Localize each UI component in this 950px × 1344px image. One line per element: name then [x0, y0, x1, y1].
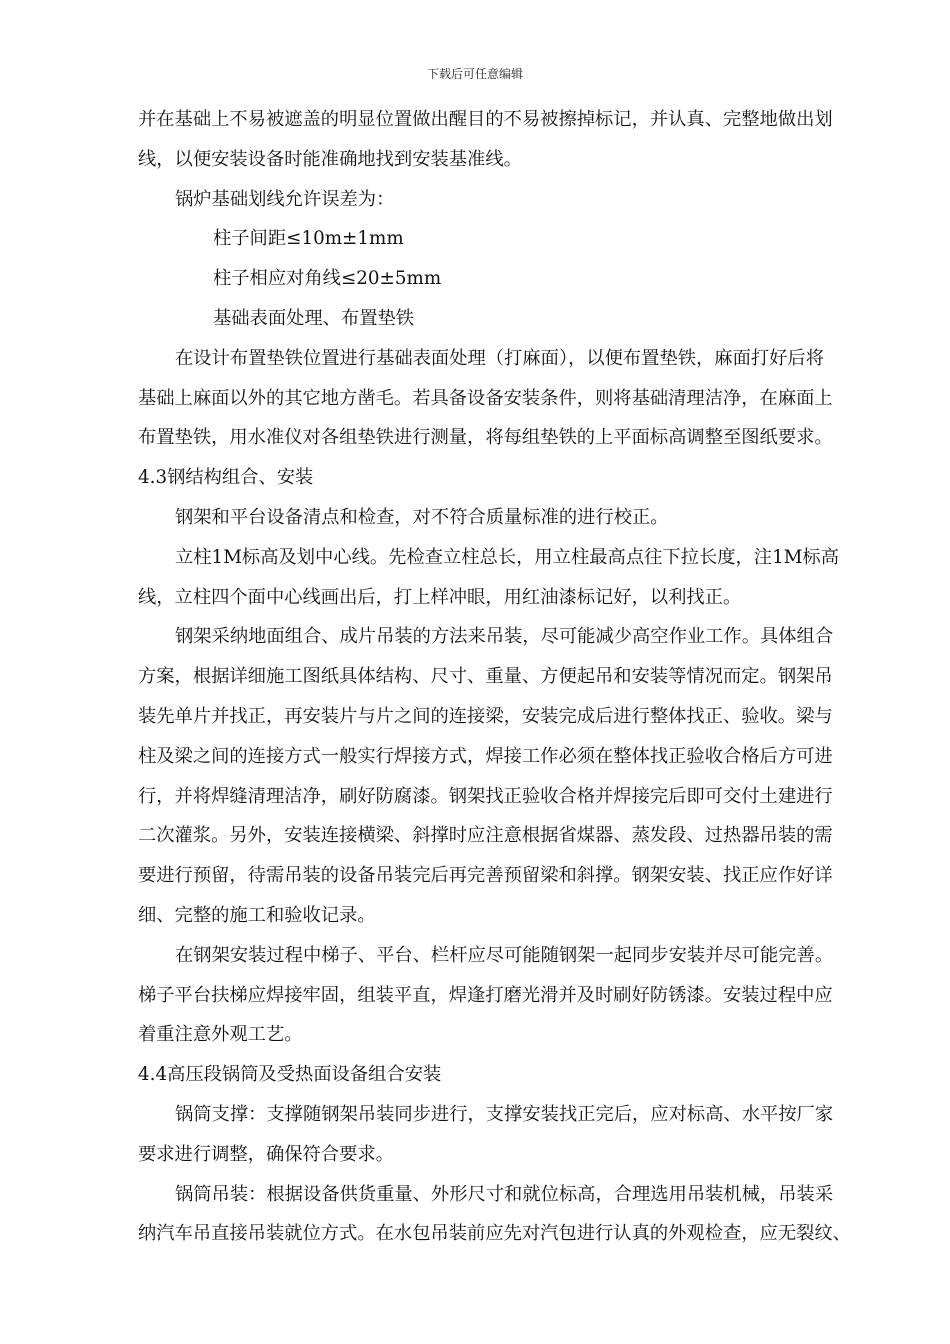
text-line: 基础表面处理、布置垫铁: [213, 307, 415, 329]
text-line: 细、完整的施工和验收记录。: [138, 904, 376, 926]
text-line: 立柱1M标高及划中心线。先检查立柱总长，用立柱最高点往下拉长度，注1M标高: [175, 546, 839, 568]
text-line: 钢架和平台设备清点和检查，对不符合质量标准的进行校正。: [175, 506, 669, 528]
section-heading: 4.4高压段锅筒及受热面设备组合安装: [138, 1064, 442, 1086]
text-line: 柱子相应对角线≤20±5mm: [213, 268, 442, 290]
text-line: 线，立柱四个面中心线画出后，打上样冲眼，用红油漆标记好，以利找正。: [138, 586, 742, 608]
text-line: 二次灌浆。另外，安装连接横梁、斜撑时应注意根据省煤器、蒸发段、过热器吊装的需: [138, 825, 833, 847]
text-line: 行，并将焊缝清理洁净，刷好防腐漆。钢架找正验收合格并焊接完后即可交付土建进行: [138, 785, 833, 807]
text-line: 要进行预留，待需吊装的设备吊装完后再完善预留梁和斜撑。钢架安装、找正应作好详: [138, 865, 833, 887]
text-line: 在钢架安装过程中梯子、平台、栏杆应尽可能随钢架一起同步安装并尽可能完善。: [175, 944, 834, 966]
text-line: 线，以便安装设备时能准确地找到安装基准线。: [138, 148, 522, 170]
text-line: 纳汽车吊直接吊装就位方式。在水包吊装前应先对汽包进行认真的外观检查，应无裂纹、: [138, 1223, 851, 1245]
text-line: 柱子间距≤10m±1mm: [213, 228, 404, 250]
text-line: 基础上麻面以外的其它地方凿毛。若具备设备安装条件，则将基础清理洁净，在麻面上: [138, 387, 833, 409]
page-header: 下载后可任意编辑: [426, 67, 523, 81]
text-line: 要求进行调整，确保符合要求。: [138, 1143, 394, 1165]
document-body: [138, 100, 878, 1254]
text-line: 钢架采纳地面组合、成片吊装的方法来吊装，尽可能减少高空作业工作。具体组合: [175, 626, 834, 648]
text-line: 锅炉基础划线允许误差为：: [175, 188, 395, 210]
text-line: 在设计布置垫铁位置进行基础表面处理（打麻面），以便布置垫铁，麻面打好后将: [175, 347, 824, 369]
text-line: 锅筒吊装：根据设备供货重量、外形尺寸和就位标高，合理选用吊装机械，吊装采: [175, 1183, 834, 1205]
text-line: 布置垫铁，用水准仪对各组垫铁进行测量，将每组垫铁的上平面标高调整至图纸要求。: [138, 427, 833, 449]
text-line: 并在基础上不易被遮盖的明显位置做出醒目的不易被擦掉标记，并认真、完整地做出划: [138, 109, 833, 130]
text-line: 梯子平台扶梯应焊接牢固，组装平直，焊逢打磨光滑并及时刷好防锈漆。安装过程中应: [138, 984, 833, 1006]
text-line: 锅筒支撑：支撑随钢架吊装同步进行，支撑安装找正完后，应对标高、水平按厂家: [175, 1103, 834, 1125]
text-line: 装先单片并找正，再安装片与片之间的连接梁，安装完成后进行整体找正、验收。梁与: [138, 705, 833, 727]
text-line: 柱及梁之间的连接方式一般实行焊接方式，焊接工作必须在整体找正验收合格后方可进: [138, 745, 833, 767]
text-line: 方案，根据详细施工图纸具体结构、尺寸、重量、方便起吊和安装等情况而定。钢架吊: [138, 666, 833, 688]
section-heading: 4.3钢结构组合、安装: [138, 467, 314, 489]
text-line: 着重注意外观工艺。: [138, 1024, 303, 1046]
